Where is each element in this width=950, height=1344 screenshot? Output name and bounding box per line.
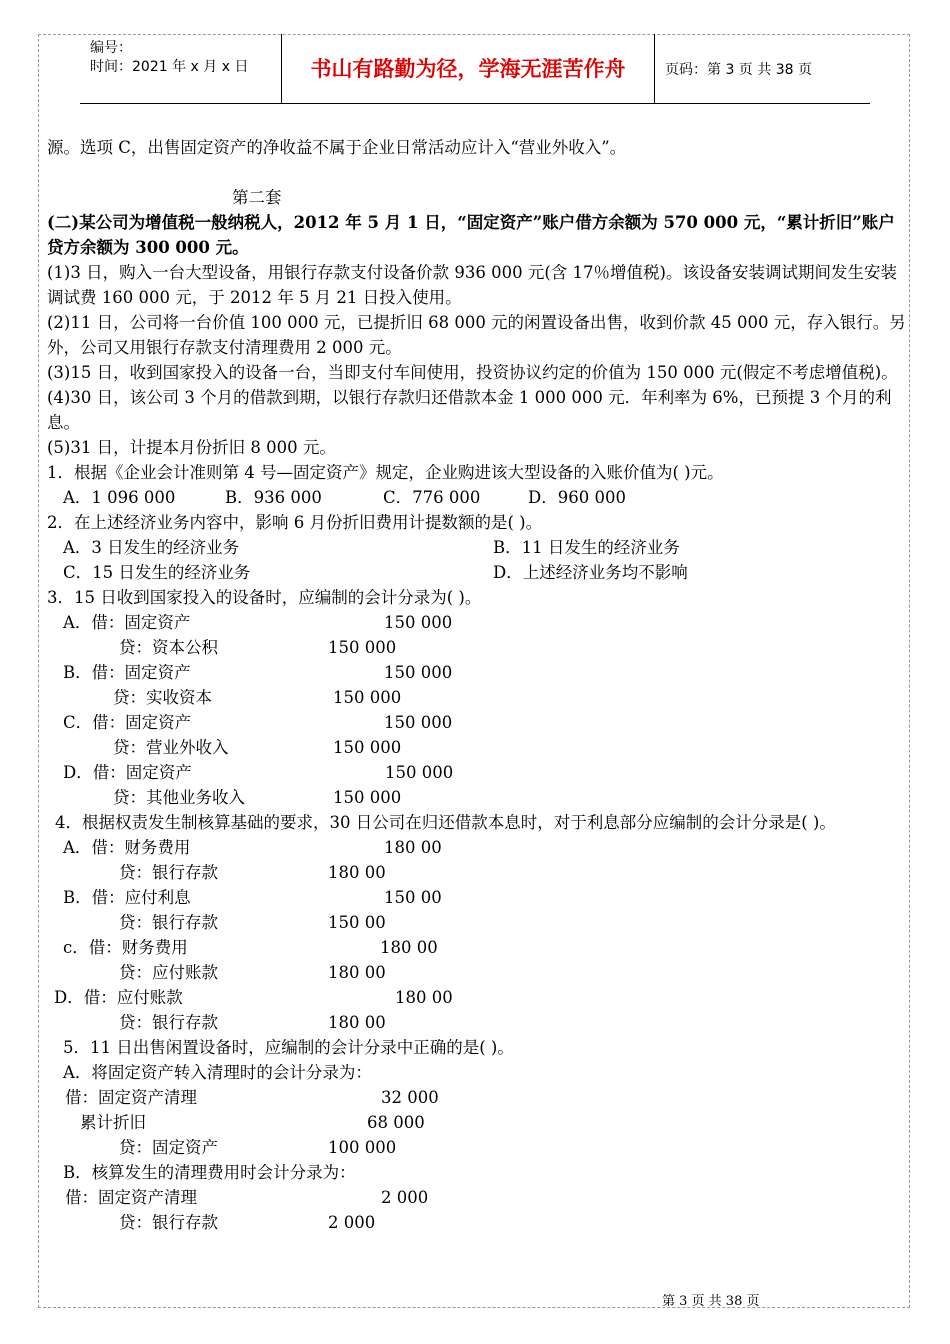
q5-entry-row: [47, 1085, 907, 1110]
document-body: [47, 135, 907, 1235]
entry-amount: 2 000: [381, 1188, 429, 1207]
entry-amount: 150 00: [384, 888, 442, 907]
page-header: [80, 34, 870, 104]
q4-entry-row: [47, 935, 907, 960]
q2-option-b: B．11 日发生的经济业务: [493, 538, 680, 557]
q3-entry-row: [47, 710, 907, 735]
q4-entry-row: [47, 885, 907, 910]
q1-options: [47, 485, 907, 510]
entry-amount: 180 00: [328, 963, 386, 982]
event-1: (1)3 日，购入一台大型设备，用银行存款支付设备价款 936 000 元(含 17％增值税)。该设备安装调试期间发生安装调试费 160 000 元，于 2012 年 5 月 21 日投入使用。: [47, 263, 897, 307]
entry-amount: 68 000: [367, 1113, 425, 1132]
entry-account: 贷：营业外收入: [113, 738, 229, 757]
q2-option-d: D．上述经济业务均不影响: [493, 563, 688, 582]
entry-amount: 150 000: [384, 663, 453, 682]
entry-account: 借：固定资产清理: [65, 1088, 197, 1107]
entry-account: 贷：资本公积: [119, 638, 218, 657]
q3-entry-row: [47, 735, 907, 760]
question-2: 2．在上述经济业务内容中，影响 6 月份折旧费用计提数额的是( )。: [47, 513, 543, 532]
entry-account: A．借：财务费用: [63, 838, 191, 857]
entry-account: c．借：财务费用: [63, 938, 188, 957]
entry-amount: 150 000: [328, 638, 397, 657]
q1-option-d: D．960 000: [528, 488, 626, 507]
q1-option-b: B．936 000: [225, 488, 322, 507]
q3-entry-row: [47, 685, 907, 710]
q3-entry-row: [47, 760, 907, 785]
q3-entry-row: [47, 660, 907, 685]
q3-entry-row: [47, 635, 907, 660]
entry-account: A．借：固定资产: [63, 613, 191, 632]
q2-options-row1: [47, 535, 907, 560]
entry-account: 累计折旧: [80, 1113, 146, 1132]
header-page-info: 页码：第 3 页 共 38 页: [665, 62, 812, 78]
q2-options-row2: [47, 560, 907, 585]
entry-account: 贷：银行存款: [119, 863, 218, 882]
q1-option-a: A．1 096 000: [63, 488, 176, 507]
event-4: (4)30 日，该公司 3 个月的借款到期，以银行存款归还借款本金 1 000 000 元．年利率为 6%，已预提 3 个月的利息。: [47, 388, 892, 432]
question-1: 1．根据《企业会计准则第 4 号—固定资产》规定，企业购进该大型设备的入账价值为( )元。: [47, 463, 724, 482]
entry-account: 借：固定资产清理: [65, 1188, 197, 1207]
time-label: 时间：2021 年 x 月 x 日: [90, 59, 249, 75]
q4-entry-row: [47, 860, 907, 885]
entry-amount: 180 00: [328, 1013, 386, 1032]
q1-option-c: C．776 000: [383, 488, 481, 507]
entry-amount: 32 000: [381, 1088, 439, 1107]
page-footer: 第 3 页 共 38 页: [662, 1294, 760, 1309]
entry-amount: 150 00: [328, 913, 386, 932]
question-5: 5．11 日出售闲置设备时，应编制的会计分录中正确的是( )。: [63, 1038, 514, 1057]
number-label: 编号：: [90, 40, 132, 56]
entry-account: D．借：应付账款: [54, 988, 183, 1007]
event-2: (2)11 日，公司将一台价值 100 000 元，已提折旧 68 000 元的闲置设备出售，收到价款 45 000 元，存入银行。另外，公司又用银行存款支付清理费用 2 000 元。: [47, 313, 906, 357]
entry-account: C．借：固定资产: [63, 713, 192, 732]
q5-entry-row: [47, 1135, 907, 1160]
entry-amount: 180 00: [384, 838, 442, 857]
case-title: (二)某公司为增值税一般纳税人，2012 年 5 月 1 日，“固定资产”账户借方余额为 570 000 元，“累计折旧”账户贷方余额为 300 000 元。: [47, 213, 895, 257]
q3-entry-row: [47, 610, 907, 635]
header-motto: 书山有路勤为径，学海无涯苦作舟: [310, 57, 626, 81]
header-divider: [654, 34, 655, 104]
header-rule: [80, 103, 870, 104]
entry-amount: 180 00: [328, 863, 386, 882]
question-4: 4．根据权责发生制核算基础的要求，30 日公司在归还借款本息时，对于利息部分应编制的会计分录是( )。: [55, 813, 836, 832]
entry-amount: 100 000: [328, 1138, 397, 1157]
q5-option-a-label: A．将固定资产转入清理时的会计分录为：: [63, 1063, 372, 1082]
entry-amount: 180 00: [395, 988, 453, 1007]
q5-entry-row: [47, 1185, 907, 1210]
entry-account: 贷：应付账款: [119, 963, 218, 982]
entry-account: B．借：应付利息: [63, 888, 191, 907]
entry-account: 贷：固定资产: [119, 1138, 218, 1157]
header-meta: [80, 34, 280, 104]
q5-entry-row: [47, 1110, 907, 1135]
entry-amount: 150 000: [333, 688, 402, 707]
entry-account: 贷：银行存款: [119, 1013, 218, 1032]
event-5: (5)31 日，计提本月份折旧 8 000 元。: [47, 438, 336, 457]
question-3: 3．15 日收到国家投入的设备时，应编制的会计分录为( )。: [47, 588, 482, 607]
entry-account: 贷：实收资本: [113, 688, 212, 707]
q2-option-c: C．15 日发生的经济业务: [63, 563, 251, 582]
event-3: (3)15 日，收到国家投入的设备一台，当即支付车间使用，投资协议约定的价值为 150 000 元(假定不考虑增值税)。: [47, 363, 898, 382]
entry-account: B．借：固定资产: [63, 663, 191, 682]
entry-account: 贷：其他业务收入: [113, 788, 245, 807]
entry-amount: 150 000: [384, 713, 453, 732]
entry-amount: 150 000: [333, 738, 402, 757]
entry-account: 贷：银行存款: [119, 1213, 218, 1232]
entry-amount: 180 00: [380, 938, 438, 957]
entry-account: 贷：银行存款: [119, 913, 218, 932]
entry-amount: 150 000: [385, 763, 454, 782]
q3-entry-row: [47, 785, 907, 810]
q5-option-b-label: B．核算发生的清理费用时会计分录为：: [63, 1163, 356, 1182]
q5-entry-row: [47, 1210, 907, 1235]
set-title: 第二套: [232, 188, 282, 207]
q4-entry-row: [47, 910, 907, 935]
q4-entry-row: [47, 985, 907, 1010]
intro-paragraph: 源。选项 C，出售固定资产的净收益不属于企业日常活动应计入“营业外收入”。: [47, 138, 627, 157]
entry-amount: 150 000: [384, 613, 453, 632]
q2-option-a: A．3 日发生的经济业务: [63, 538, 240, 557]
q4-entry-row: [47, 835, 907, 860]
q4-entry-row: [47, 1010, 907, 1035]
q4-entry-row: [47, 960, 907, 985]
entry-amount: 2 000: [328, 1213, 376, 1232]
entry-account: D．借：固定资产: [63, 763, 192, 782]
entry-amount: 150 000: [333, 788, 402, 807]
